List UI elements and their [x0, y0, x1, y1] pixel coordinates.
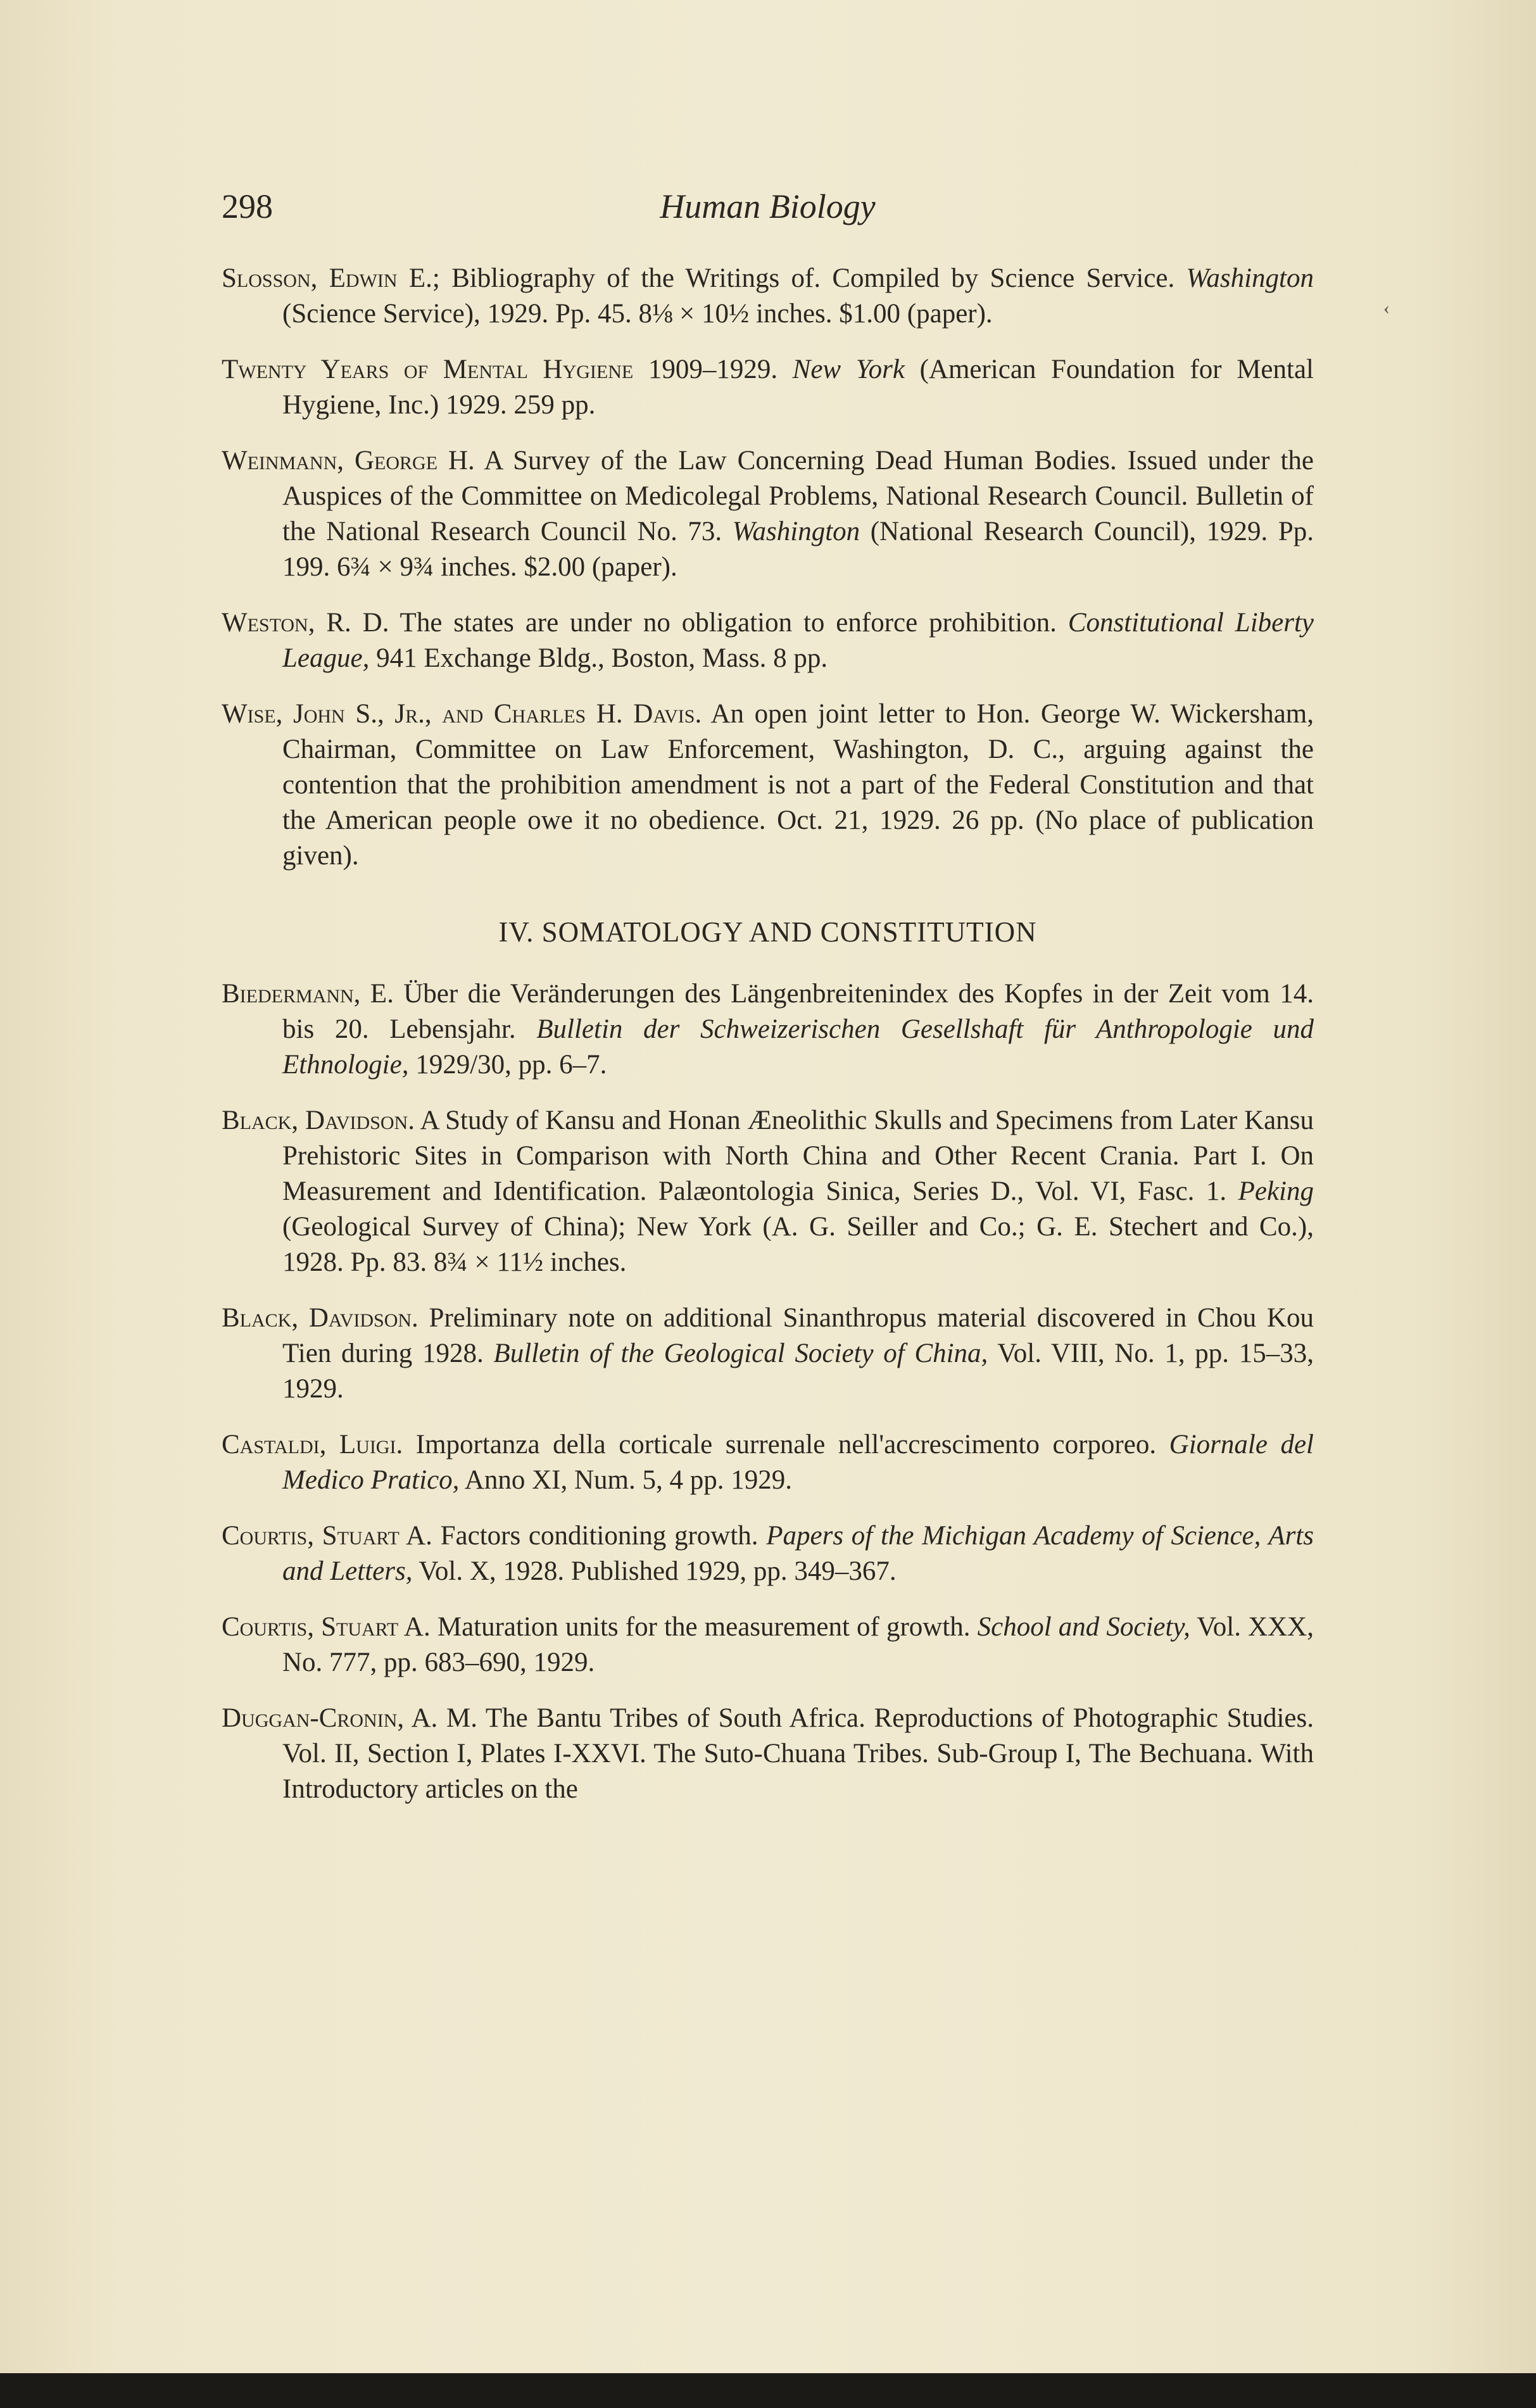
entries-top [222, 261, 1314, 874]
entry-author: Biedermann, E. [222, 979, 394, 1009]
bibliography-entry [222, 605, 1314, 676]
page-header [222, 187, 1314, 237]
entry-source: Peking [1238, 1176, 1314, 1206]
entry-source: Bulletin der Schweizerischen Gesellshaft für Anthropologie und Ethnologie, [282, 1014, 1314, 1080]
entry-text: A Study of Kansu and Honan Æneolithic Skulls and Specimens from Later Kansu Prehistoric Sites in Comparison with North China and Other Recent Crania. Part I. On Measurement and Identification. Palæontologia Sinica, Series D., Vol. VI, Fasc. 1. [282, 1106, 1314, 1206]
entry-author: Twenty Years of Mental Hygiene [222, 355, 634, 384]
entry-author: Duggan-Cronin, A. M. [222, 1703, 477, 1733]
bibliography-entry [222, 976, 1314, 1083]
bibliography-entry [222, 1518, 1314, 1589]
entry-source: Constitutional Liberty League, [282, 608, 1314, 673]
entry-text: The states are under no obligation to enforce prohibition. [389, 608, 1068, 638]
entry-author: Weston, R. D. [222, 608, 389, 638]
entry-author: Weinmann, George H. [222, 446, 475, 476]
entry-text: Maturation units for the measurement of growth. [430, 1612, 978, 1642]
entry-source: Bulletin of the Geological Society of China, [493, 1339, 988, 1368]
entry-source: Washington [732, 517, 860, 546]
entry-author: Black, Davidson. [222, 1106, 415, 1135]
entry-source: School and Society, [977, 1612, 1190, 1642]
entry-text: A Survey of the Law Concerning Dead Human Bodies. Issued under the Auspices of the Committee on Medicolegal Problems, National Research Council. Bulletin of the National Research Council No. 73. [282, 446, 1314, 546]
entry-details: (American Foundation for Mental Hygiene, Inc.) 1929. 259 pp. [282, 355, 1314, 420]
entry-author: Courtis, Stuart A. [222, 1521, 432, 1551]
bibliography-entry [222, 1427, 1314, 1498]
entry-details: (Science Service), 1929. Pp. 45. 8⅛ × 10½ inches. $1.00 (paper). [282, 299, 993, 329]
entry-source: Washington [1186, 263, 1314, 293]
margin-mark: ‹ [1383, 298, 1390, 318]
entry-details: Vol. VIII, No. 1, pp. 15–33, 1929. [282, 1339, 1314, 1404]
entry-text: Bibliography of the Writings of. Compiled by Science Service. [439, 263, 1187, 293]
entry-text: The Bantu Tribes of South Africa. Reproductions of Photographic Studies. Vol. II, Section I, Plates I-XXVI. The Suto-Chuana Tribes. Sub-Group I, The Bechuana. With Introductory articles on the [282, 1703, 1314, 1804]
entry-author: Castaldi, Luigi. [222, 1430, 403, 1459]
entry-details: Vol. X, 1928. Published 1929, pp. 349–367. [412, 1556, 897, 1586]
running-title: Human Biology [660, 187, 876, 225]
bibliography-entry [222, 1301, 1314, 1407]
bibliography-content [222, 261, 1314, 1827]
bibliography-entry [222, 1103, 1314, 1280]
entry-details: (Geological Survey of China); New York (A. G. Seiller and Co.; G. E. Stechert and Co.), 1928. Pp. 83. 8¾ × 11½ inches. [282, 1212, 1314, 1277]
entry-source: New York [792, 355, 905, 384]
bibliography-entry [222, 1701, 1314, 1807]
section-heading: IV. SOMATOLOGY AND CONSTITUTION [498, 916, 1037, 948]
scan-edge [0, 2373, 1536, 2408]
entry-details: Anno XI, Num. 5, 4 pp. 1929. [459, 1465, 792, 1495]
entry-details: Vol. XXX, No. 777, pp. 683–690, 1929. [282, 1612, 1314, 1677]
entry-text: Factors conditioning growth. [432, 1521, 767, 1551]
entry-text: 1909–1929. [633, 355, 793, 384]
entry-author: Black, Davidson. [222, 1303, 419, 1333]
entry-details: 1929/30, pp. 6–7. [408, 1050, 607, 1080]
entry-text: Preliminary note on additional Sinanthropus material discovered in Chou Kou Tien during 1928. [282, 1303, 1314, 1368]
entry-text: Über die Veränderungen des Längenbreitenindex des Kopfes in der Zeit vom 14. bis 20. Lebensjahr. [282, 979, 1314, 1044]
entries-bottom [222, 976, 1314, 1807]
entry-author: Slosson, Edwin E.; [222, 263, 440, 293]
entry-text: An open joint letter to Hon. George W. Wickersham, Chairman, Committee on Law Enforcement, Washington, D. C., arguing against the contention that the prohibition amendment is not a part of the Federal Constitution and that the American people owe it no obedience. Oct. 21, 1929. 26 pp. (No place of publication given). [282, 699, 1314, 871]
entry-details: (National Research Council), 1929. Pp. 199. 6¾ × 9¾ inches. $2.00 (paper). [282, 517, 1314, 582]
bibliography-entry [222, 443, 1314, 585]
bibliography-entry [222, 1610, 1314, 1680]
entry-author: Wise, John S., Jr., and Charles H. Davis. [222, 699, 702, 729]
entry-author: Courtis, Stuart A. [222, 1612, 431, 1642]
entry-details: 941 Exchange Bldg., Boston, Mass. 8 pp. [369, 643, 828, 673]
bibliography-entry [222, 697, 1314, 874]
bibliography-entry [222, 261, 1314, 332]
entry-source: Papers of the Michigan Academy of Science, Arts and Letters, [282, 1521, 1314, 1586]
bibliography-entry [222, 352, 1314, 423]
entry-text: Importanza della corticale surrenale nell'accrescimento corporeo. [403, 1430, 1169, 1459]
entry-source: Giornale del Medico Pratico, [282, 1430, 1314, 1495]
page-number: 298 [222, 187, 273, 225]
